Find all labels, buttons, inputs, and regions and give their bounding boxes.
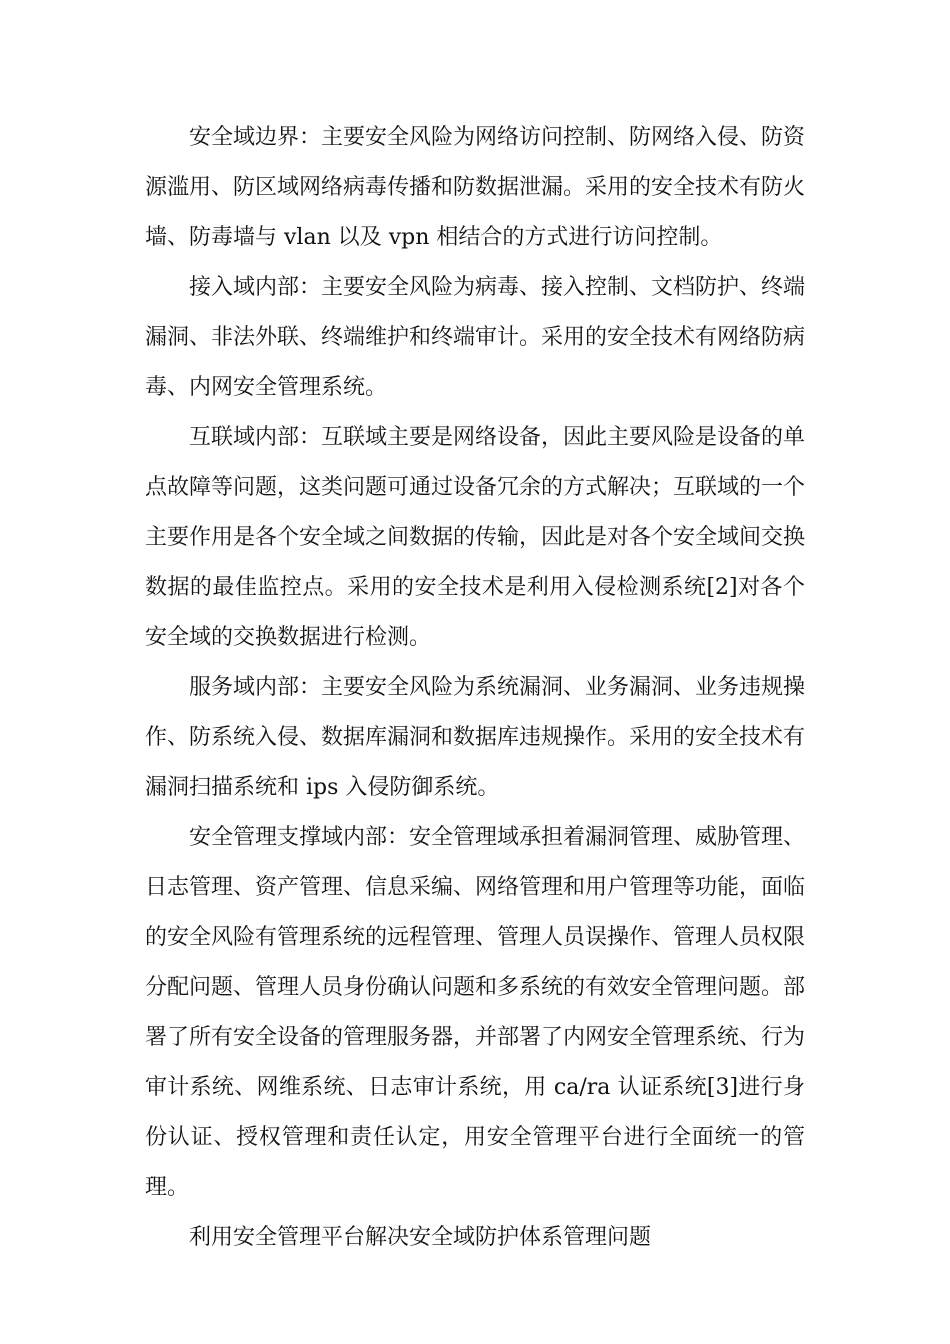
paragraph-service-domain: 服务域内部：主要安全风险为系统漏洞、业务漏洞、业务违规操作、防系统入侵、数据库漏洞和数据库违规操作。采用的安全技术有漏洞扫描系统和 ips 入侵防御系统。 xyxy=(145,675,806,800)
paragraph-section-heading: 利用安全管理平台解决安全域防护体系管理问题 xyxy=(189,1225,652,1250)
document-body xyxy=(145,113,805,1263)
paragraph-access-domain: 接入域内部：主要安全风险为病毒、接入控制、文档防护、终端漏洞、非法外联、终端维护和终端审计。采用的安全技术有网络防病毒、内网安全管理系统。 xyxy=(145,275,806,400)
paragraph-interconnect-domain: 互联域内部：互联域主要是网络设备，因此主要风险是设备的单点故障等问题，这类问题可通过设备冗余的方式解决；互联域的一个主要作用是各个安全域之间数据的传输，因此是对各个安全域间交换数据的最佳监控点。采用的安全技术是利用入侵检测系统[2]对各个安全域的交换数据进行检测。 xyxy=(145,425,806,650)
paragraph-management-domain: 安全管理支撑域内部：安全管理域承担着漏洞管理、威胁管理、日志管理、资产管理、信息采编、网络管理和用户管理等功能，面临的安全风险有管理系统的远程管理、管理人员误操作、管理人员权限分配问题、管理人员身份确认问题和多系统的有效安全管理问题。部署了所有安全设备的管理服务器，并部署了内网安全管理系统、行为审计系统、网维系统、日志审计系统，用 ca/ra 认证系统[3]进行身份认证、授权管理和责任认定，用安全管理平台进行全面统一的管理。 xyxy=(145,825,806,1200)
paragraph-security-boundary: 安全域边界：主要安全风险为网络访问控制、防网络入侵、防资源滥用、防区域网络病毒传播和防数据泄漏。采用的安全技术有防火墙、防毒墙与 vlan 以及 vpn 相结合的方式进行访问控制。 xyxy=(145,125,806,250)
